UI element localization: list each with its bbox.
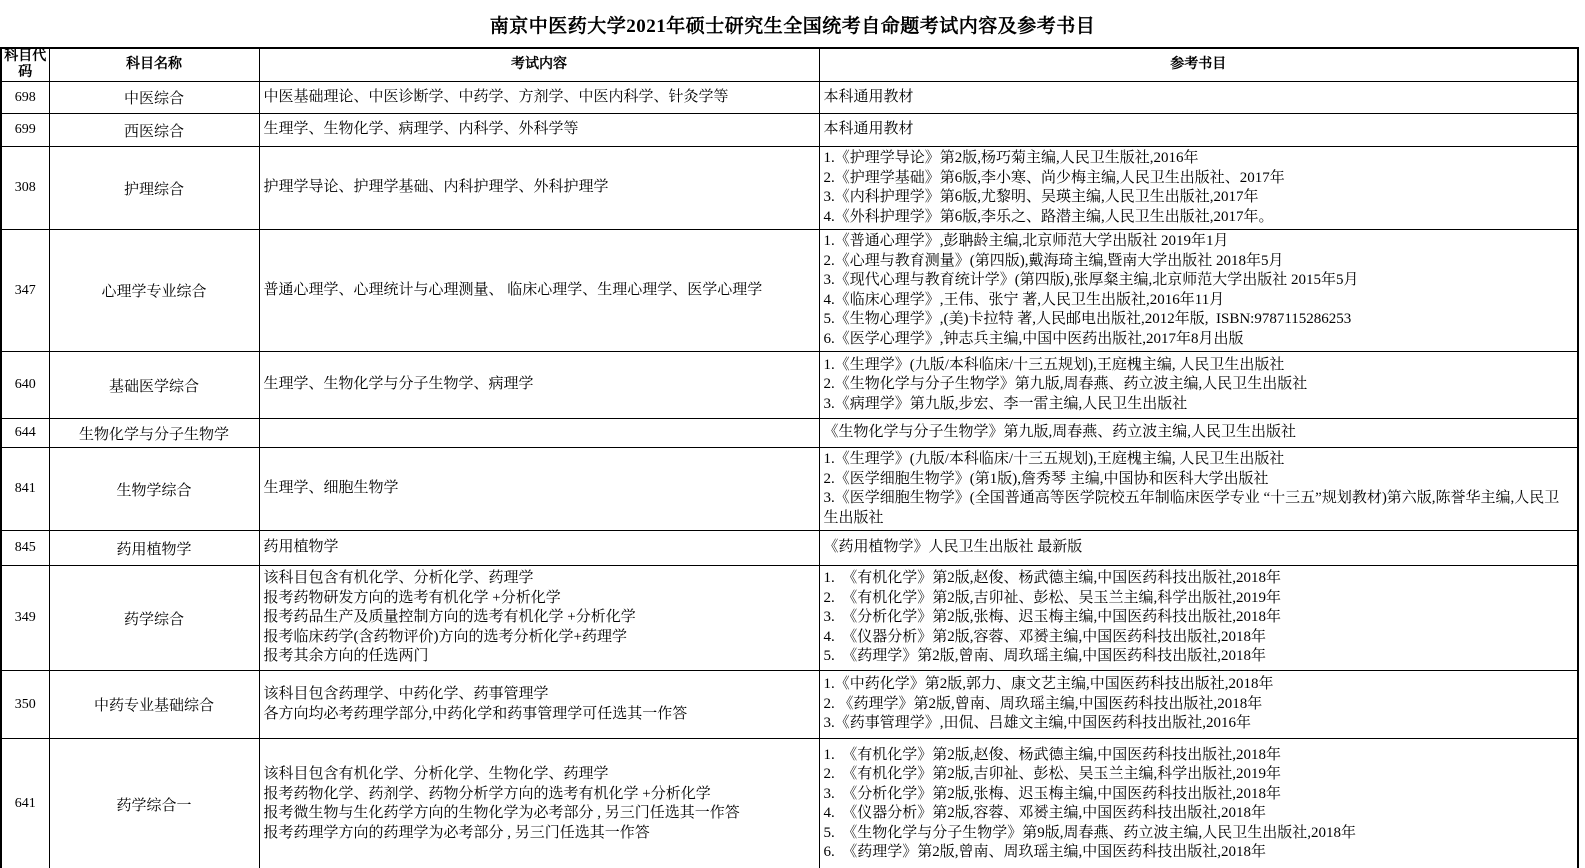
subject-code-cell: 644	[1, 419, 49, 448]
table-row	[1, 671, 1578, 739]
reference-book-line: 1.《生理学》(九版/本科临床/十三五规划),王庭槐主编, 人民卫生出版社	[823, 451, 1285, 467]
reference-book-line: 1. 《有机化学》第2版,赵俊、杨武德主编,中国医药科技出版社,2018年	[823, 570, 1282, 587]
reference-book-line: 3. 《分析化学》第2版,张梅、迟玉梅主编,中国医药科技出版社,2018年	[823, 609, 1282, 626]
reference-book-line: 2.《医学细胞生物学》(第1版),詹秀琴 主编,中国协和医科大学出版社	[823, 470, 1269, 487]
table-row	[1, 739, 1578, 868]
reference-book-line: 3.《病理学》第九版,步宏、李一雷主编,人民卫生出版社	[823, 395, 1188, 412]
reference-book-line: 4.《临床心理学》,王伟、张宁 著,人民卫生出版社,2016年11月	[823, 291, 1225, 308]
reference-books-cell	[819, 739, 1578, 868]
page-title: 南京中医药大学2021年硕士研究生全国统考自命题考试内容及参考书目	[489, 16, 1096, 37]
col-header-reference-books: 参考书目	[819, 48, 1578, 82]
reference-books-cell	[819, 419, 1578, 448]
exam-content-cell	[259, 230, 819, 352]
exam-content-line: 生理学、生物化学与分子生物学、病理学	[263, 376, 534, 393]
reference-book-line: 4. 《仪器分析》第2版,容蓉、邓赟主编,中国医药科技出版社,2018年	[823, 805, 1267, 821]
reference-books-cell	[819, 531, 1578, 566]
reference-book-line: 1.《普通心理学》,彭聃龄主编,北京师范大学出版社 2019年1月	[823, 233, 1229, 249]
subject-code-cell: 349	[1, 566, 49, 671]
table-row	[1, 448, 1578, 531]
exam-content-cell	[259, 82, 819, 114]
reference-book-line: 2. 《有机化学》第2版,吉卯祉、彭松、吴玉兰主编,科学出版社,2019年	[823, 589, 1282, 606]
reference-book-line: 本科通用教材	[823, 121, 914, 138]
reference-books-cell	[819, 352, 1578, 419]
subject-name-cell: 基础医学综合	[49, 352, 259, 419]
reference-books-cell	[819, 82, 1578, 114]
reference-book-line: 3.《内科护理学》第6版,尤黎明、吴瑛主编,人民卫生出版社,2017年	[823, 189, 1259, 205]
exam-content-line: 该科目包含有机化学、分析化学、药理学	[263, 570, 534, 587]
table-row	[1, 114, 1578, 147]
subject-name-cell: 药学综合	[49, 566, 259, 671]
exam-content-cell	[259, 147, 819, 230]
reference-book-line: 5. 《药理学》第2版,曾南、周玖瑶主编,中国医药科技出版社,2018年	[823, 648, 1267, 665]
reference-book-line: 《药用植物学》人民卫生出版社 最新版	[823, 539, 1083, 556]
reference-book-line: 3. 《分析化学》第2版,张梅、迟玉梅主编,中国医药科技出版社,2018年	[823, 785, 1282, 802]
subject-name-cell: 心理学专业综合	[49, 230, 259, 352]
reference-book-line: 1.《护理学导论》第2版,杨巧菊主编,人民卫生版社,2016年	[823, 150, 1199, 166]
table-row	[1, 352, 1578, 419]
subject-name-cell: 药用植物学	[49, 531, 259, 566]
exam-content-cell	[259, 419, 819, 448]
subject-name-cell: 护理综合	[49, 147, 259, 230]
exam-content-line: 该科目包含药理学、中药化学、药事管理学	[263, 686, 549, 702]
subject-code-cell: 698	[1, 82, 49, 114]
exam-content-line: 护理学导论、护理学基础、内科护理学、外科护理学	[263, 179, 609, 196]
subject-code-cell: 699	[1, 114, 49, 147]
exam-content-line: 报考药物研发方向的选考有机化学 +分析化学	[263, 589, 561, 606]
subject-code-cell: 640	[1, 352, 49, 419]
reference-book-line: 本科通用教材	[823, 88, 914, 105]
reference-books-cell	[819, 147, 1578, 230]
exam-content-line: 报考微生物与生化药学方向的生物化学为必考部分 , 另三门任选其一作答	[263, 805, 740, 821]
exam-content-cell	[259, 671, 819, 739]
reference-books-cell	[819, 448, 1578, 531]
reference-books-cell	[819, 230, 1578, 352]
exam-content-line: 药用植物学	[263, 539, 339, 556]
reference-book-line: 6.《医学心理学》,钟志兵主编,中国中医药出版社,2017年8月出版	[823, 330, 1244, 347]
reference-book-line: 2. 《有机化学》第2版,吉卯祉、彭松、吴玉兰主编,科学出版社,2019年	[823, 766, 1282, 782]
subject-name-cell: 生物学综合	[49, 448, 259, 531]
exam-content-line: 各方向均必考药理学部分,中药化学和药事管理学可任选其一作答	[263, 705, 688, 722]
table-header-row	[1, 48, 1578, 82]
reference-book-line: 2.《心理与教育测量》(第四版),戴海琦主编,暨南大学出版社 2018年5月	[823, 252, 1284, 269]
table-row	[1, 230, 1578, 352]
subject-name-cell: 西医综合	[49, 114, 259, 147]
exam-content-line: 报考临床药学(含药物评价)方向的选考分析化学+药理学	[263, 628, 627, 645]
exam-content-cell	[259, 114, 819, 147]
exam-content-line: 中医基础理论、中医诊断学、中药学、方剂学、中医内科学、针灸学等	[263, 88, 729, 105]
subject-code-cell: 308	[1, 147, 49, 230]
exam-content-line: 报考其余方向的任选两门	[263, 648, 429, 665]
subject-code-cell: 641	[1, 739, 49, 868]
exam-content-cell	[259, 352, 819, 419]
reference-book-line: 4.《外科护理学》第6版,李乐之、路潜主编,人民卫生出版社,2017年。	[823, 208, 1274, 225]
subject-name-cell: 中医综合	[49, 82, 259, 114]
exam-content-line: 该科目包含有机化学、分析化学、生物化学、药理学	[263, 766, 609, 782]
reference-books-cell	[819, 566, 1578, 671]
reference-book-line: 1. 《有机化学》第2版,赵俊、杨武德主编,中国医药科技出版社,2018年	[823, 746, 1282, 763]
reference-book-line: 1.《生理学》(九版/本科临床/十三五规划),王庭槐主编, 人民卫生出版社	[823, 356, 1285, 373]
reference-book-line: 3.《药事管理学》,田侃、吕雄文主编,中国医药科技出版社,2016年	[823, 715, 1252, 732]
reference-book-line: 6. 《药理学》第2版,曾南、周玖瑶主编,中国医药科技出版社,2018年	[823, 844, 1267, 860]
subject-name-cell: 生物化学与分子生物学	[49, 419, 259, 448]
reference-book-line: 1.《中药化学》第2版,郭力、康文艺主编,中国医药科技出版社,2018年	[823, 676, 1274, 693]
reference-book-line: 3.《医学细胞生物学》(全国普通高等医学院校五年制临床医学专业 “十三五”规划教材)第六版,陈誉华主编,人民卫生出版社	[823, 490, 1560, 526]
exam-content-line: 生理学、生物化学、病理学、内科学、外科学等	[263, 121, 579, 138]
reference-book-line: 《生物化学与分子生物学》第九版,周春燕、药立波主编,人民卫生出版社	[823, 424, 1297, 441]
subject-name-cell: 中药专业基础综合	[49, 671, 259, 739]
subject-code-cell: 841	[1, 448, 49, 531]
subject-code-cell: 845	[1, 531, 49, 566]
reference-book-line: 4. 《仪器分析》第2版,容蓉、邓赟主编,中国医药科技出版社,2018年	[823, 628, 1267, 645]
subject-name-cell: 药学综合一	[49, 739, 259, 868]
subject-code-cell: 347	[1, 230, 49, 352]
exam-subjects-table	[0, 47, 1579, 868]
table-row	[1, 147, 1578, 230]
reference-book-line: 3.《现代心理与教育统计学》(第四版),张厚粲主编,北京师范大学出版社 2015年5月	[823, 272, 1359, 288]
table-row	[1, 566, 1578, 671]
exam-content-line: 报考药理学方向的药理学为必考部分 , 另三门任选其一作答	[263, 824, 650, 841]
reference-books-cell	[819, 114, 1578, 147]
reference-book-line: 5.《生物心理学》,(美)卡拉特 著,人民邮电出版社,2012年版, ISBN:9787115286253	[823, 311, 1352, 327]
table-row	[1, 82, 1578, 114]
exam-content-line: 生理学、细胞生物学	[263, 480, 399, 497]
reference-book-line: 2.《生物化学与分子生物学》第九版,周春燕、药立波主编,人民卫生出版社	[823, 376, 1308, 393]
exam-content-cell	[259, 566, 819, 671]
col-header-subject-code: 科目代码	[1, 48, 49, 82]
exam-content-cell	[259, 531, 819, 566]
table-row	[1, 531, 1578, 566]
reference-book-line: 2.《护理学基础》第6版,李小寒、尚少梅主编,人民卫生出版社、2017年	[823, 169, 1285, 186]
exam-content-cell	[259, 739, 819, 868]
table-row	[1, 419, 1578, 448]
exam-content-line: 普通心理学、心理统计与心理测量、 临床心理学、生理心理学、医学心理学	[263, 281, 763, 298]
exam-content-line: 报考药物化学、药剂学、药物分析学方向的选考有机化学 +分析化学	[263, 785, 711, 802]
reference-book-line: 2. 《药理学》第2版,曾南、周玖瑶主编,中国医药科技出版社,2018年	[823, 695, 1263, 712]
reference-books-cell	[819, 671, 1578, 739]
subject-code-cell: 350	[1, 671, 49, 739]
reference-book-line: 5. 《生物化学与分子生物学》第9版,周春燕、药立波主编,人民卫生出版社,2018年	[823, 824, 1357, 841]
table-body	[1, 82, 1578, 868]
col-header-subject-name: 科目名称	[49, 48, 259, 82]
col-header-exam-content: 考试内容	[259, 48, 819, 82]
exam-content-cell	[259, 448, 819, 531]
exam-content-line: 报考药品生产及质量控制方向的选考有机化学 +分析化学	[263, 609, 636, 626]
